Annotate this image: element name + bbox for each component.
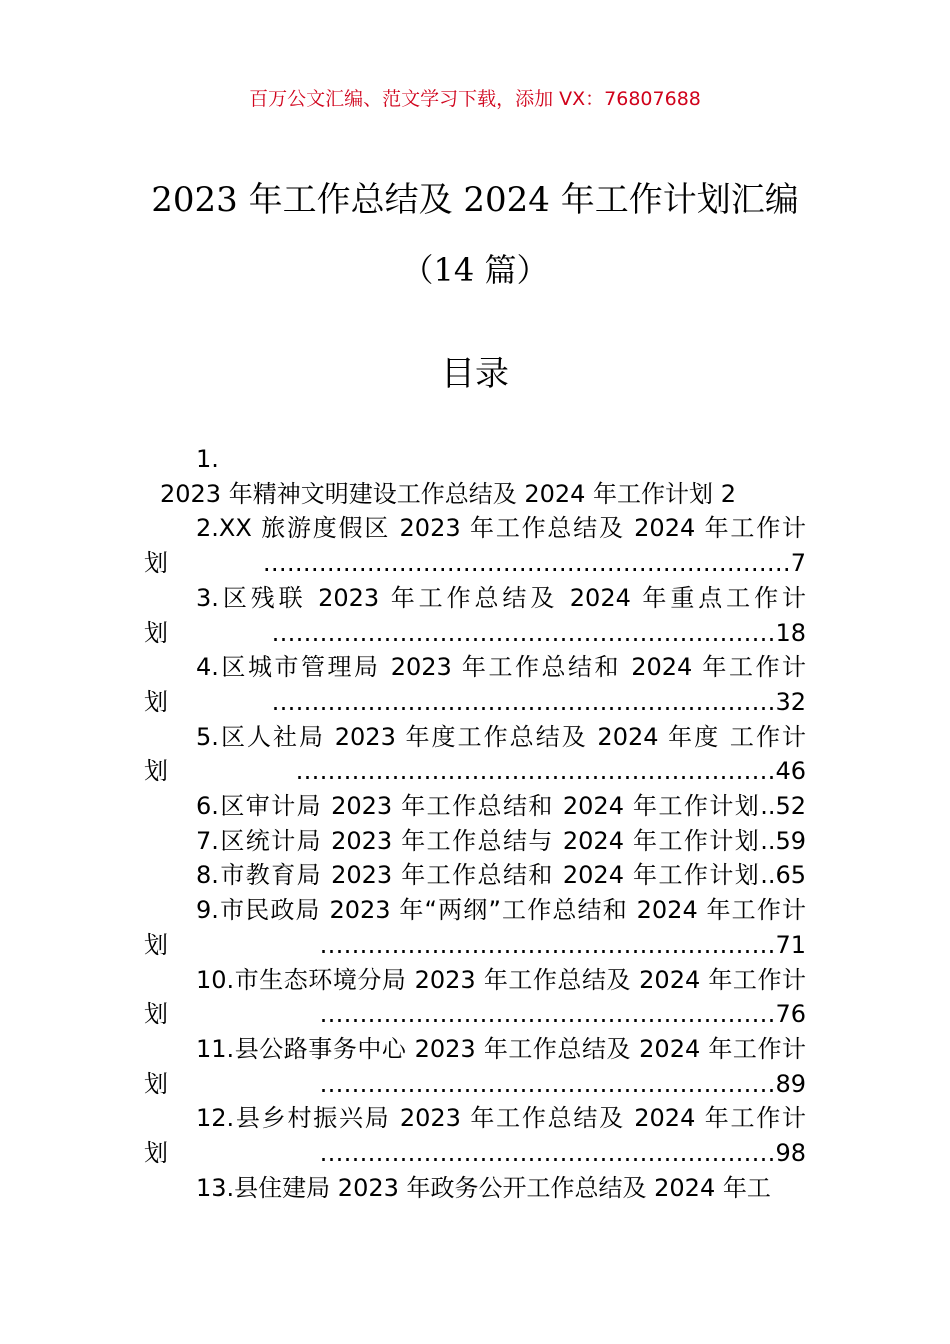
toc-entry[interactable] [144, 858, 806, 893]
toc-entry[interactable] [144, 789, 806, 824]
toc-entry-page: 52 [775, 792, 806, 821]
toc-entry-page: 46 [775, 757, 806, 786]
toc-entry-title: XX 旅游度假区 2023 年工作总结及 2024 年工作计划 [144, 514, 806, 578]
toc-leader: ……………………………………………………… [271, 618, 776, 647]
toc-entry-number: 5. [196, 722, 219, 751]
toc-entry-number: 9. [196, 896, 219, 925]
toc-entry[interactable] [144, 720, 806, 789]
toc-entry-page: 7 [790, 549, 806, 578]
toc-entry-number: 7. [196, 826, 219, 855]
toc-entry-number: 12. [196, 1104, 235, 1133]
toc-entry-title: 区人社局 2023 年度工作总结及 2024 年度 工作计划 [144, 722, 806, 786]
toc-entry-number: 13. [196, 1173, 235, 1202]
toc-entry-number: 1. [196, 445, 219, 473]
toc-entry-title: 县乡村振兴局 2023 年工作总结及 2024 年工作计划 [144, 1104, 806, 1168]
toc-entry-title: 区城市管理局 2023 年工作总结和 2024 年工作计划 [144, 653, 806, 716]
toc-entry-number: 10. [196, 965, 235, 994]
toc-entry[interactable] [144, 511, 806, 580]
toc-entry-title: 区残联 2023 年工作总结及 2024 年重点工作计划 [144, 583, 806, 647]
document-title: 2023 年工作总结及 2024 年工作计划汇编 [151, 180, 799, 220]
toc-entry-number: 3. [196, 583, 219, 612]
toc-entry[interactable] [144, 442, 806, 511]
toc-entry-title: 区审计局 2023 年工作总结和 2024 年工作计划 [218, 792, 761, 821]
toc-entry-number: 11. [196, 1034, 235, 1063]
toc-entry[interactable] [144, 1101, 806, 1170]
toc-entry[interactable] [144, 963, 806, 1032]
toc-entry-title: 县住建局 2023 年政务公开工作总结及 2024 年工 [234, 1173, 771, 1202]
document-subtitle: （14 篇） [401, 251, 549, 289]
toc-entry-page: 76 [775, 1000, 806, 1029]
toc-entry[interactable] [144, 1032, 806, 1101]
toc-leader: .. [760, 861, 776, 890]
toc-leader: .. [760, 826, 776, 855]
toc-entry-page: 59 [775, 826, 806, 855]
toc-entry-title: 市生态环境分局 2023 年工作总结及 2024 年工作计划 [144, 965, 806, 1029]
toc-entry-page: 71 [775, 930, 806, 959]
toc-leader: ………………………………………………… [319, 1000, 776, 1029]
toc-entry-title: 2023 年精神文明建设工作总结及 2024 年工作计划 [160, 479, 714, 508]
toc-entry[interactable] [144, 1171, 806, 1206]
toc-entry-title: 县公路事务中心 2023 年工作总结及 2024 年工作计划 [144, 1034, 806, 1098]
toc-entry[interactable] [144, 824, 806, 859]
toc-entry[interactable] [144, 581, 806, 650]
toc-entry-page: 32 [775, 687, 806, 716]
toc-entry-page: 98 [775, 1139, 806, 1168]
promo-header: 百万公文汇编、范文学习下载，添加 VX：76807688 [249, 88, 701, 110]
table-of-contents [144, 442, 806, 1205]
toc-heading: 目录 [441, 354, 509, 394]
toc-entry-page: 89 [775, 1069, 806, 1098]
toc-leader: ………………………………………………… [319, 1139, 776, 1168]
toc-entry-page: 2 [720, 479, 736, 508]
toc-leader: ……………………………………………………… [271, 687, 776, 716]
toc-entry-number: 6. [196, 792, 219, 821]
toc-entry[interactable] [144, 650, 806, 719]
toc-leader: ………………………………………………… [319, 1069, 776, 1098]
toc-leader: …………………………………………………… [295, 757, 776, 786]
toc-leader: ………………………………………………………… [262, 549, 791, 578]
toc-entry[interactable] [144, 893, 806, 962]
toc-entry-title: 区统计局 2023 年工作总结与 2024 年工作计划 [218, 826, 761, 855]
toc-leader: ………………………………………………… [319, 930, 776, 959]
toc-entry-page: 65 [775, 861, 806, 890]
toc-entry-title: 市民政局 2023 年“两纲”工作总结和 2024 年工作计划 [144, 896, 806, 959]
toc-leader: .. [760, 792, 776, 821]
toc-entry-number: 2. [196, 514, 219, 543]
toc-entry-title: 市教育局 2023 年工作总结和 2024 年工作计划 [218, 861, 761, 890]
toc-entry-number: 4. [196, 653, 219, 682]
toc-entry-page: 18 [775, 618, 806, 647]
toc-entry-number: 8. [196, 861, 219, 890]
